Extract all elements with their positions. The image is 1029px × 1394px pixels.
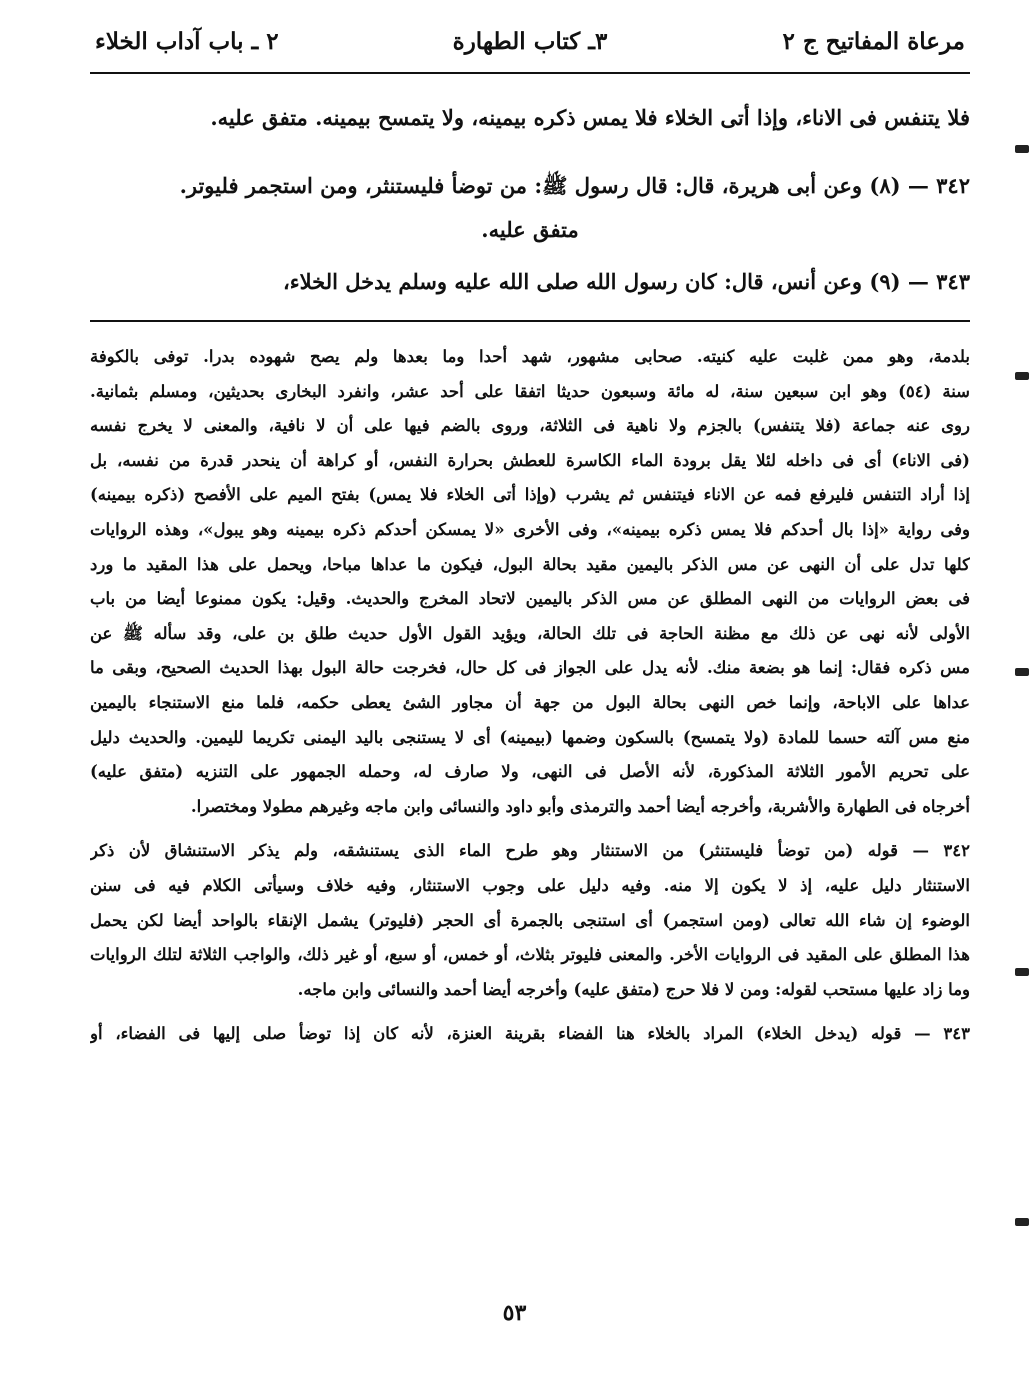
commentary-line: وما زاد عليها مستحب لقوله: ومن لا فلا حرج (متفق عليه) وأخرجه أيضا أحمد والنسائى وابن ماجه. <box>297 979 970 999</box>
hadith-line: فلا يتنفس فى الاناء، وإذا أتى الخلاء فلا يمس ذكره بيمينه، ولا يتمسح بيمينه. متفق عليه. <box>210 105 970 130</box>
commentary-line: سنة (٥٤) وهو ابن سبعين سنة، له مائة وسبعون حديثا اتفقا على أحد عشر، وانفرد البخارى بحديثين، ومسلم بثمانية. <box>90 381 970 401</box>
book-title: مرعاة المفاتيح ج ٢ <box>782 28 965 55</box>
commentary-line: هذا المطلق على المقيد فى الروايات الأخر. والمعنى فليوتر بثلاث، أو خمس، أو سبع، أو غير ذلك، والواجب الثلاثة لتلك الروايات <box>90 945 970 965</box>
commentary-line: مس ذكره فقال: إنما هو بضعة منك. لأنه يدل على الجواز فى كل حال، فخرجت حالة البول بهذا الحديث الصحيح، وبقى ما <box>90 658 970 678</box>
commentary-line: وفى رواية «إذا بال أحدكم فلا يمس ذكره بيمينه»، وفى الأخرى «لا يمسكن أحدكم ذكره بيمينه وهو يبول»، وهذه الروايات <box>90 519 970 539</box>
hadith-342: ٣٤٢ — (٨) وعن أبى هريرة، قال: قال رسول ﷺ: من توضأ فليستنثر، ومن استجمر فليوتر. <box>179 173 970 198</box>
header-rule <box>90 72 970 74</box>
edge-mark <box>1015 372 1029 380</box>
hadith-342-grading: متفق عليه. <box>481 217 579 242</box>
commentary-line: الاستنثار دليل عليه، إذ لا يكون إلا منه. وفيه دليل على وجوب الاستنثار، وفيه خلاف وسيأتى الكلام فيه فى سنن <box>90 875 970 895</box>
commentary-line: ٣٤٢ — قوله (من توضأ فليستنثر) من الاستنثار وهو طرح الماء الذى يستنشقه، ولم يذكر الاستنشاق لأن ذكر <box>90 841 970 861</box>
edge-mark <box>1015 1218 1029 1226</box>
commentary-line: على تحريم الأمور الثلاثة المذكورة، لأنه الأصل فى النهى، ولا صارف له، وحمله الجمهور على التنزيه (متفق عليه) <box>90 762 970 782</box>
commentary-line: بلدمة، وهو ممن غلبت عليه كنيته. صحابى مشهور، شهد أحدا وما بعدها ولم يصح شهوده بدرا. توفى بالكوفة <box>90 347 970 366</box>
commentary-line: فى بعض الروايات من النهى المطلق عن مس الذكر باليمين لاتحاد المخرج والحديث. وقيل: يكون ممنوعا أيضا من باب <box>90 589 970 609</box>
section-title: ٢ ـ باب آداب الخلاء <box>95 28 279 55</box>
commentary-line: منع مس آلته حسما للمادة (ولا يتمسح) بالسكون وضمها (بيمينه) أى لا يستنجى باليد اليمنى تكريما لليمين. والحديث دليل <box>90 727 970 747</box>
commentary-line: كلها تدل على أن النهى عن مس الذكر باليمين مقيد بحالة البول، فيكون ما عداها مباحا، ويحمل على هذا المقيد ما ورد <box>90 554 970 574</box>
commentary-line: أخرجاه فى الطهارة والأشربة، وأخرجه أيضا أحمد والترمذى وأبو داود والنسائى وابن ماجه وغيرهم مطولا ومختصرا. <box>190 796 970 816</box>
commentary-line: (فى الاناء) أى فى داخله لئلا يقل برودة الماء الكاسرة للعطش بحرارة النفس، أو كراهة أن ينحدر قدرة من نفسه، بل <box>90 450 970 470</box>
commentary-block-342 <box>90 834 970 1007</box>
commentary-line: ٣٤٣ — قوله (يدخل الخلاء) المراد بالخلاء هنا الفضاء بقرينة العنزة، لأنه كان إذا توضأ صلى إليها فى الفضاء، أو <box>90 1024 970 1044</box>
edge-mark <box>1015 668 1029 676</box>
commentary-line: إذا أراد التنفس فليرفع فمه عن الاناء فيتنفس ثم يشرب (وإذا أتى الخلاء فلا يمس) بفتح الميم على الأفصح (ذكره بيمينه) <box>90 485 970 505</box>
commentary <box>90 340 970 1052</box>
commentary-line: الأولى لأنه نهى عن ذلك مع مظنة الحاجة فى تلك الحالة، ويؤيد القول الأول حديث طلق بن على، وقد سأله ﷺ عن <box>90 623 970 643</box>
commentary-line: عداها على الاباحة، وإنما خص النهى بحالة البول من جهة أن مجاور الشئ يعطى حكمه، فلما منع الاستنجاء باليمين <box>90 692 970 712</box>
commentary-line: روى عنه جماعة (فلا يتنفس) بالجزم ولا ناهية فى الثلاثة، وروى بالضم فيها على أن لا نافية، والمعنى لا يخرج نفسه <box>90 416 970 436</box>
edge-mark <box>1015 145 1029 153</box>
chapter-title: ٣ـ كتاب الطهارة <box>452 28 608 55</box>
page-number: ٥٣ <box>502 1300 527 1326</box>
hadith-343: ٣٤٣ — (٩) وعن أنس، قال: كان رسول الله صلى الله عليه وسلم يدخل الخلاء، <box>283 269 970 294</box>
running-header <box>95 22 965 66</box>
commentary-block-1 <box>90 340 970 824</box>
footnote-rule <box>90 320 970 322</box>
commentary-line: الوضوء إن شاء الله تعالى (ومن استجمر) أى استنجى بالجمرة أى الحجر (فليوتر) يشمل الإنقاء بالواحد أيضا لكن يحمل <box>90 910 970 930</box>
commentary-block-343 <box>90 1017 970 1052</box>
edge-mark <box>1015 968 1029 976</box>
